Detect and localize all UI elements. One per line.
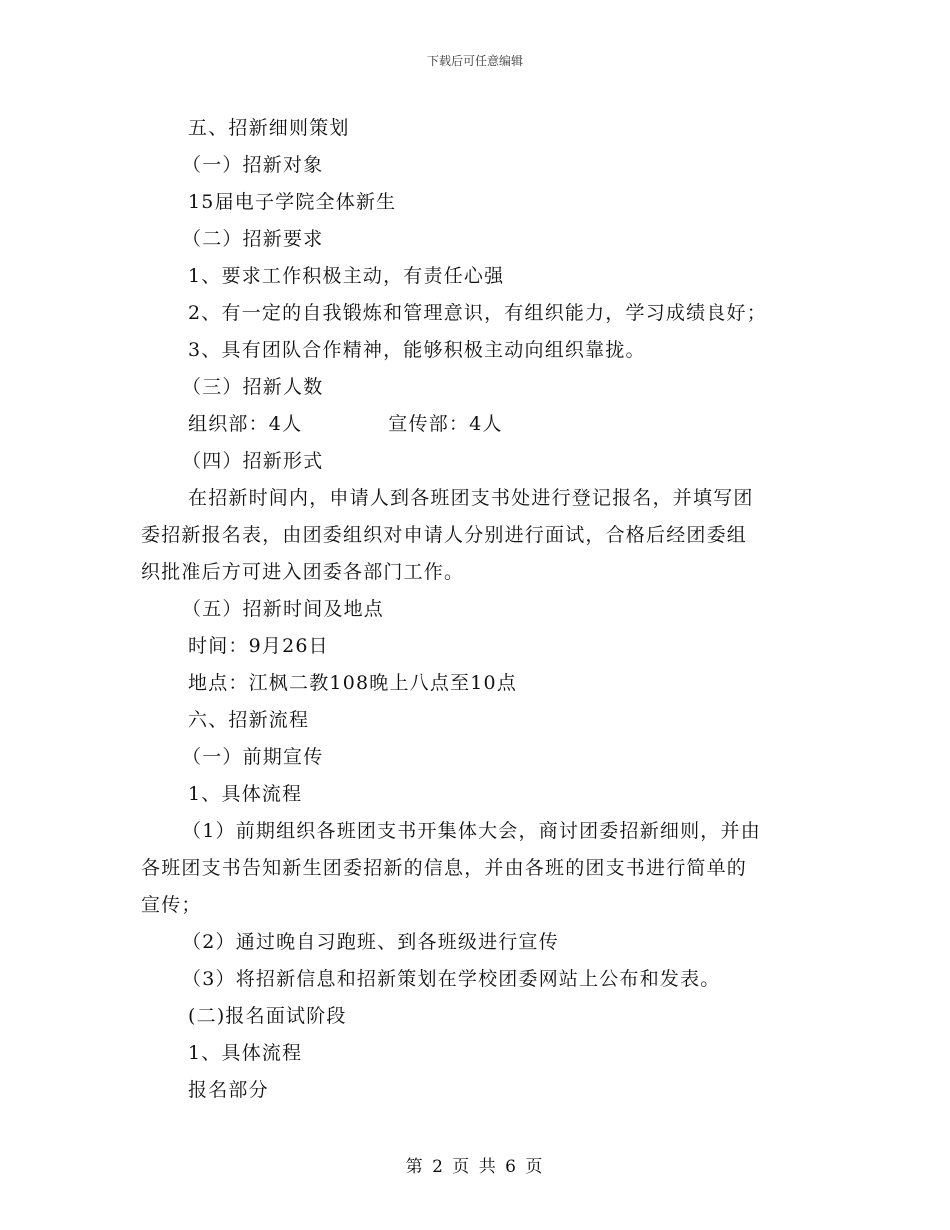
paragraph-target: 15届电子学院全体新生 xyxy=(188,191,397,213)
subheading-interview: (二)报名面试阶段 xyxy=(188,1005,347,1027)
subheading-target: （一）招新对象 xyxy=(182,154,324,176)
page-number-footer: 第 2 页 共 6 页 xyxy=(405,1157,545,1177)
process-item-3: （3）将招新信息和招新策划在学校团委网站上公布和发表。 xyxy=(182,968,721,990)
requirement-2: 2、有一定的自我锻炼和管理意识，有组织能力，学习成绩良好； xyxy=(188,302,767,324)
form-paragraph-line-2: 委招新报名表，由团委组织对申请人分别进行面试，合格后经团委组 xyxy=(141,524,748,546)
subheading-publicity: （一）前期宣传 xyxy=(182,746,324,768)
time-line: 时间：9月26日 xyxy=(188,635,329,657)
form-paragraph-line-1: 在招新时间内，申请人到各班团支书处进行登记报名，并填写团 xyxy=(188,487,754,509)
process-heading-1: 1、具体流程 xyxy=(188,783,303,805)
subheading-form: （四）招新形式 xyxy=(182,450,324,472)
subheading-time-place: （五）招新时间及地点 xyxy=(182,598,385,620)
process-item-1-line-1: （1）前期组织各班团支书开集体大会，商讨团委招新细则，并由 xyxy=(182,820,761,842)
process-heading-2: 1、具体流程 xyxy=(188,1042,303,1064)
form-paragraph-line-3: 织批准后方可进入团委各部门工作。 xyxy=(141,561,465,583)
count-org: 组织部：4人 xyxy=(188,413,303,435)
process-item-1-line-3: 宣传； xyxy=(141,894,202,916)
process-item-1-line-2: 各班团支书告知新生团委招新的信息，并由各班的团支书进行简单的 xyxy=(141,857,748,879)
section-heading-5: 五、招新细则策划 xyxy=(188,117,350,139)
requirement-3: 3、具有团队合作精神，能够积极主动向组织靠拢。 xyxy=(188,339,646,361)
count-line xyxy=(188,405,503,443)
process-item-2: （2）通过晚自习跑班、到各班级进行宣传 xyxy=(182,931,559,953)
requirement-1: 1、要求工作积极主动，有责任心强 xyxy=(188,265,505,287)
place-line: 地点：江枫二教108晚上八点至10点 xyxy=(188,672,518,694)
subheading-count: （三）招新人数 xyxy=(182,376,324,398)
page-header-note: 下载后可任意编辑 xyxy=(426,54,523,68)
section-heading-6: 六、招新流程 xyxy=(188,709,310,731)
registration-part: 报名部分 xyxy=(188,1079,269,1101)
subheading-requirements: （二）招新要求 xyxy=(182,228,324,250)
count-publicity: 宣传部：4人 xyxy=(388,413,503,435)
